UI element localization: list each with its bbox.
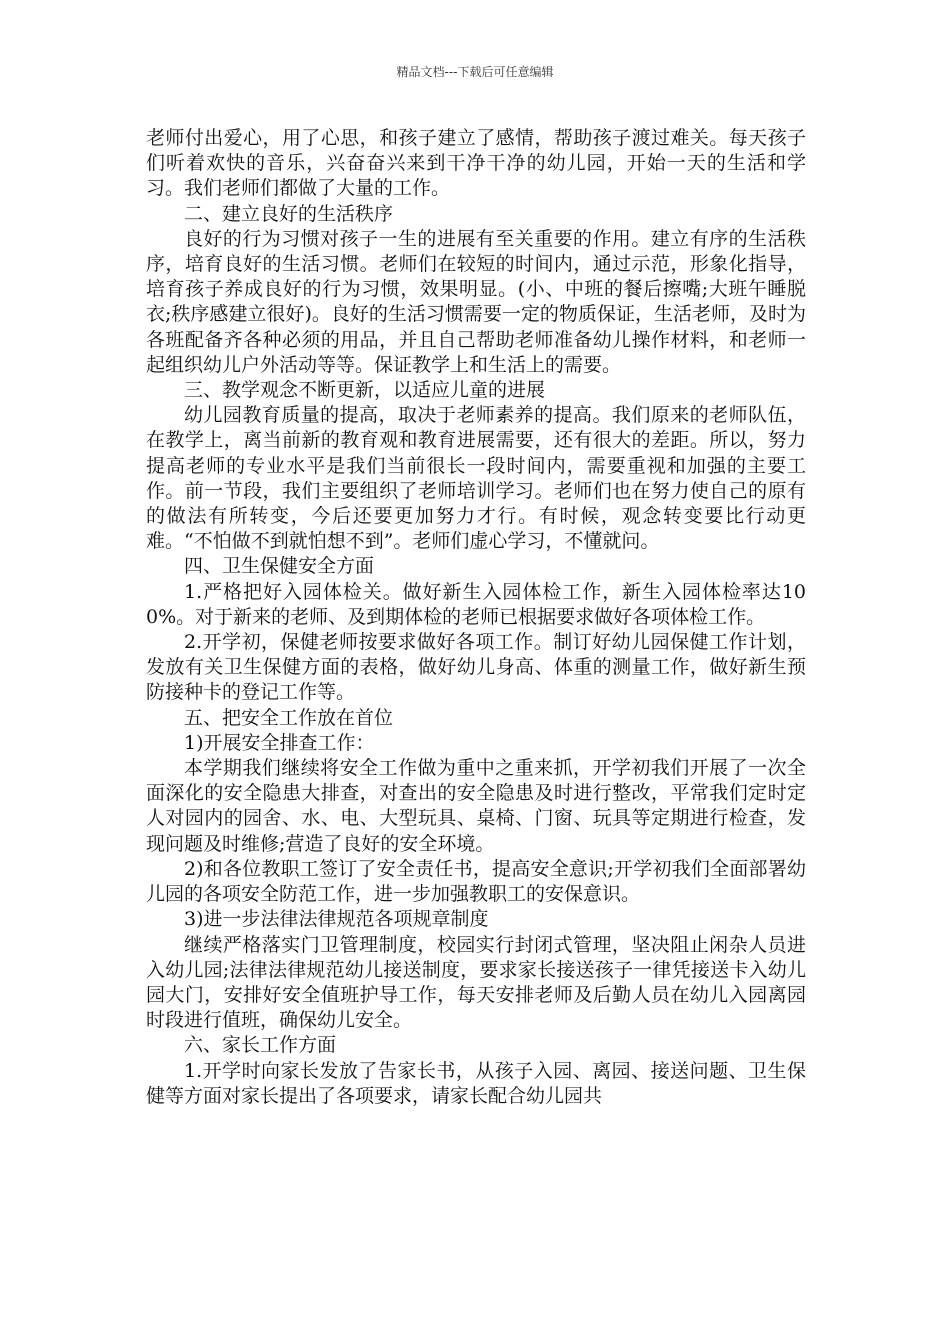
section-heading: 四、卫生保健安全方面 — [184, 555, 375, 578]
section-heading: 二、建立良好的生活秩序 — [184, 202, 394, 225]
paragraph: 2.开学初，保健老师按要求做好各项工作。制订好幼儿园保健工作计划，发放有关卫生保健方面的表格，做好幼儿身高、体重的测量工作，做好新生预防接种卡的登记工作等。 — [146, 631, 806, 704]
paragraph: 老师付出爱心，用了心思，和孩子建立了感情，帮助孩子渡过难关。每天孩子们听着欢快的音乐，兴奋奋兴来到干净干净的幼儿园，开始一天的生活和学习。我们老师们都做了大量的工作。 — [146, 127, 806, 200]
paragraph: 1.开学时向家长发放了告家长书，从孩子入园、离园、接送问题、卫生保健等方面对家长提出了各项要求，请家长配合幼儿园共 — [146, 1059, 806, 1107]
paragraph: 2)和各位教职工签订了安全责任书，提高安全意识;开学初我们全面部署幼儿园的各项安全防范工作，进一步加强教职工的安保意识。 — [146, 857, 806, 906]
section-heading: 六、家长工作方面 — [184, 1034, 337, 1057]
paragraph: 本学期我们继续将安全工作做为重中之重来抓，开学初我们开展了一次全面深化的安全隐患大排查，对查出的安全隐患及时进行整改，平常我们定时定人对园内的园舍、水、电、大型玩具、桌椅、门窗、玩具等定期进行检查，发现问题及时维修;营造了良好的安全环境。 — [146, 757, 806, 855]
paragraph: 1.严格把好入园体检关。做好新生入园体检工作，新生入园体检率达100%。对于新来的老师、及到期体检的老师已根据要求做好各项体检工作。 — [146, 580, 806, 628]
section-heading: 三、教学观念不断更新，以适应儿童的进展 — [184, 379, 546, 402]
subheading: 3)进一步法律法律规范各项规章制度 — [184, 908, 489, 931]
document-body — [146, 126, 806, 1109]
paragraph: 继续严格落实门卫管理制度，校园实行封闭式管理，坚决阻止闲杂人员进入幼儿园;法律法律规范幼儿接送制度，要求家长接送孩子一律凭接送卡入幼儿园大门，安排好安全值班护导工作，每天安排老师及后勤人员在幼儿入园离园时段进行值班，确保幼儿安全。 — [146, 933, 806, 1032]
subheading: 1)开展安全排查工作： — [184, 731, 375, 754]
section-heading: 五、把安全工作放在首位 — [184, 706, 394, 729]
paragraph: 良好的行为习惯对孩子一生的进展有至关重要的作用。建立有序的生活秩序，培育良好的生活习惯。老师们在较短的时间内，通过示范，形象化指导，培育孩子养成良好的行为习惯，效果明显。(小、中班的餐后擦嘴;大班午睡脱衣;秩序感建立很好)。良好的生活习惯需要一定的物质保证，生活老师，及时为各班配备齐各种必须的用品，并且自己帮助老师准备幼儿操作材料，和老师一起组织幼儿户外活动等等。保证教学上和生活上的需要。 — [146, 227, 806, 376]
paragraph: 幼儿园教育质量的提高，取决于老师素养的提高。我们原来的老师队伍，在教学上，离当前新的教育观和教育进展需要，还有很大的差距。所以，努力提高老师的专业水平是我们当前很长一段时间内，需要重视和加强的主要工作。前一节段，我们主要组织了老师培训学习。老师们也在努力使自己的原有的做法有所转变，今后还要更加努力才行。有时候，观念转变要比行动更难。“不怕做不到就怕想不到”。老师们虚心学习，不懂就问。 — [146, 404, 806, 553]
page-header: 精品文档---下载后可任意编辑 — [396, 65, 554, 79]
